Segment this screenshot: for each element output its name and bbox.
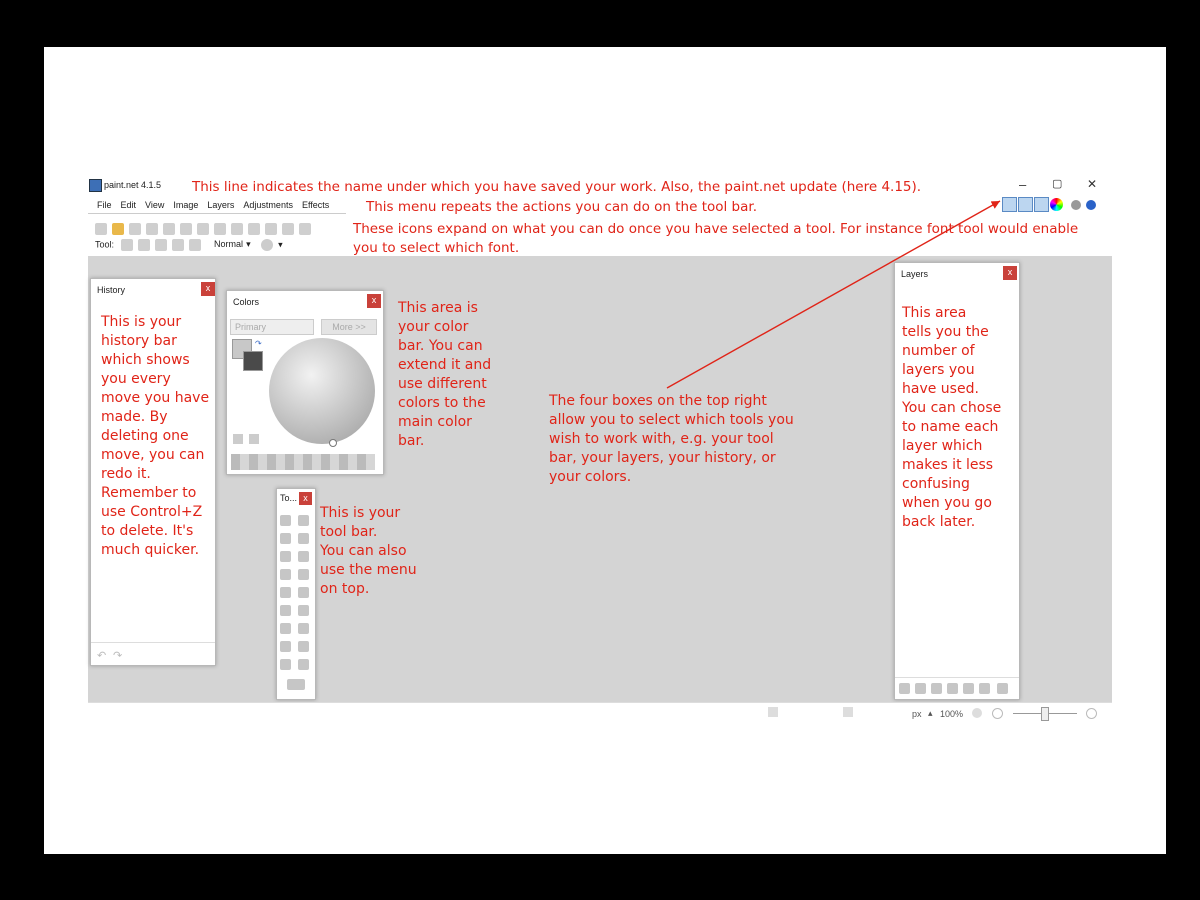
icons-annotation: These icons expand on what you can do once you have selected a tool. For instance font tool would enable you to select which font. (353, 221, 1079, 256)
menu-image[interactable]: Image (173, 200, 199, 210)
menu-adjustments[interactable]: Adjustments (243, 200, 293, 210)
window-boxes-annotation: The four boxes on the top right allow you to select which tools you wish to work with, e.g. your tool bar, your layers, your history, or your colors. (549, 393, 794, 485)
window-title: paint.net 4.1.5 (104, 180, 162, 190)
blend-mode-select[interactable]: Normal (214, 239, 244, 250)
menu-layers[interactable]: Layers (207, 200, 235, 210)
sampling-dropdown-icon[interactable]: ▾ (278, 239, 283, 250)
history-close-button[interactable]: x (201, 282, 215, 296)
menu-file[interactable]: File (97, 200, 112, 210)
colors-annotation: This area is your color bar. You can extend it and use different colors to the main color bar. (398, 300, 492, 449)
toolbar-annotation: This is your tool bar. You can also use the menu on top. (320, 505, 417, 597)
blend-mode-dropdown-icon[interactable]: ▾ (246, 239, 251, 250)
zoom-level[interactable]: 100% (940, 709, 964, 719)
menu-edit[interactable]: Edit (120, 200, 137, 210)
layers-annotation: This area tells you the number of layers you have used. You can chose to name each layer which makes it less confusing when you go back later. (902, 305, 1002, 530)
menu-annotation: This menu repeats the actions you can do on the tool bar. (366, 199, 757, 215)
menu-view[interactable]: View (145, 200, 165, 210)
layers-close-button[interactable]: x (1003, 266, 1017, 280)
window-minimize-button[interactable]: – (1019, 177, 1027, 192)
layers-panel-title: Layers (901, 269, 929, 279)
history-panel-title: History (97, 285, 126, 295)
color-mode-select[interactable]: Primary (230, 319, 314, 335)
tools-close-button[interactable]: x (299, 492, 312, 505)
units-select[interactable]: px (912, 709, 922, 719)
menu-effects[interactable]: Effects (301, 200, 330, 210)
window-close-button[interactable]: ✕ (1087, 177, 1098, 191)
tools-panel-title: To... (280, 493, 298, 503)
colors-panel-title: Colors (233, 297, 260, 307)
history-undo-icon[interactable]: ↶ (97, 650, 107, 662)
window-restore-button[interactable]: ▢ (1052, 178, 1063, 190)
swap-colors-icon[interactable]: ↷ (255, 339, 262, 348)
colors-close-button[interactable]: x (367, 294, 381, 308)
units-dropdown-icon[interactable]: ▴ (928, 708, 933, 718)
title-annotation: This line indicates the name under which you have saved your work. Also, the paint.net update (here 4.15). (192, 179, 922, 195)
more-colors-button[interactable]: More >> (321, 319, 377, 335)
tool-label: Tool: (95, 239, 115, 250)
history-redo-icon[interactable]: ↷ (113, 650, 123, 662)
history-annotation: This is your history bar which shows you every move you have made. By deleting one move, you can redo it. Remember to use Control+Z to delete. It's much quicker. (101, 314, 210, 558)
